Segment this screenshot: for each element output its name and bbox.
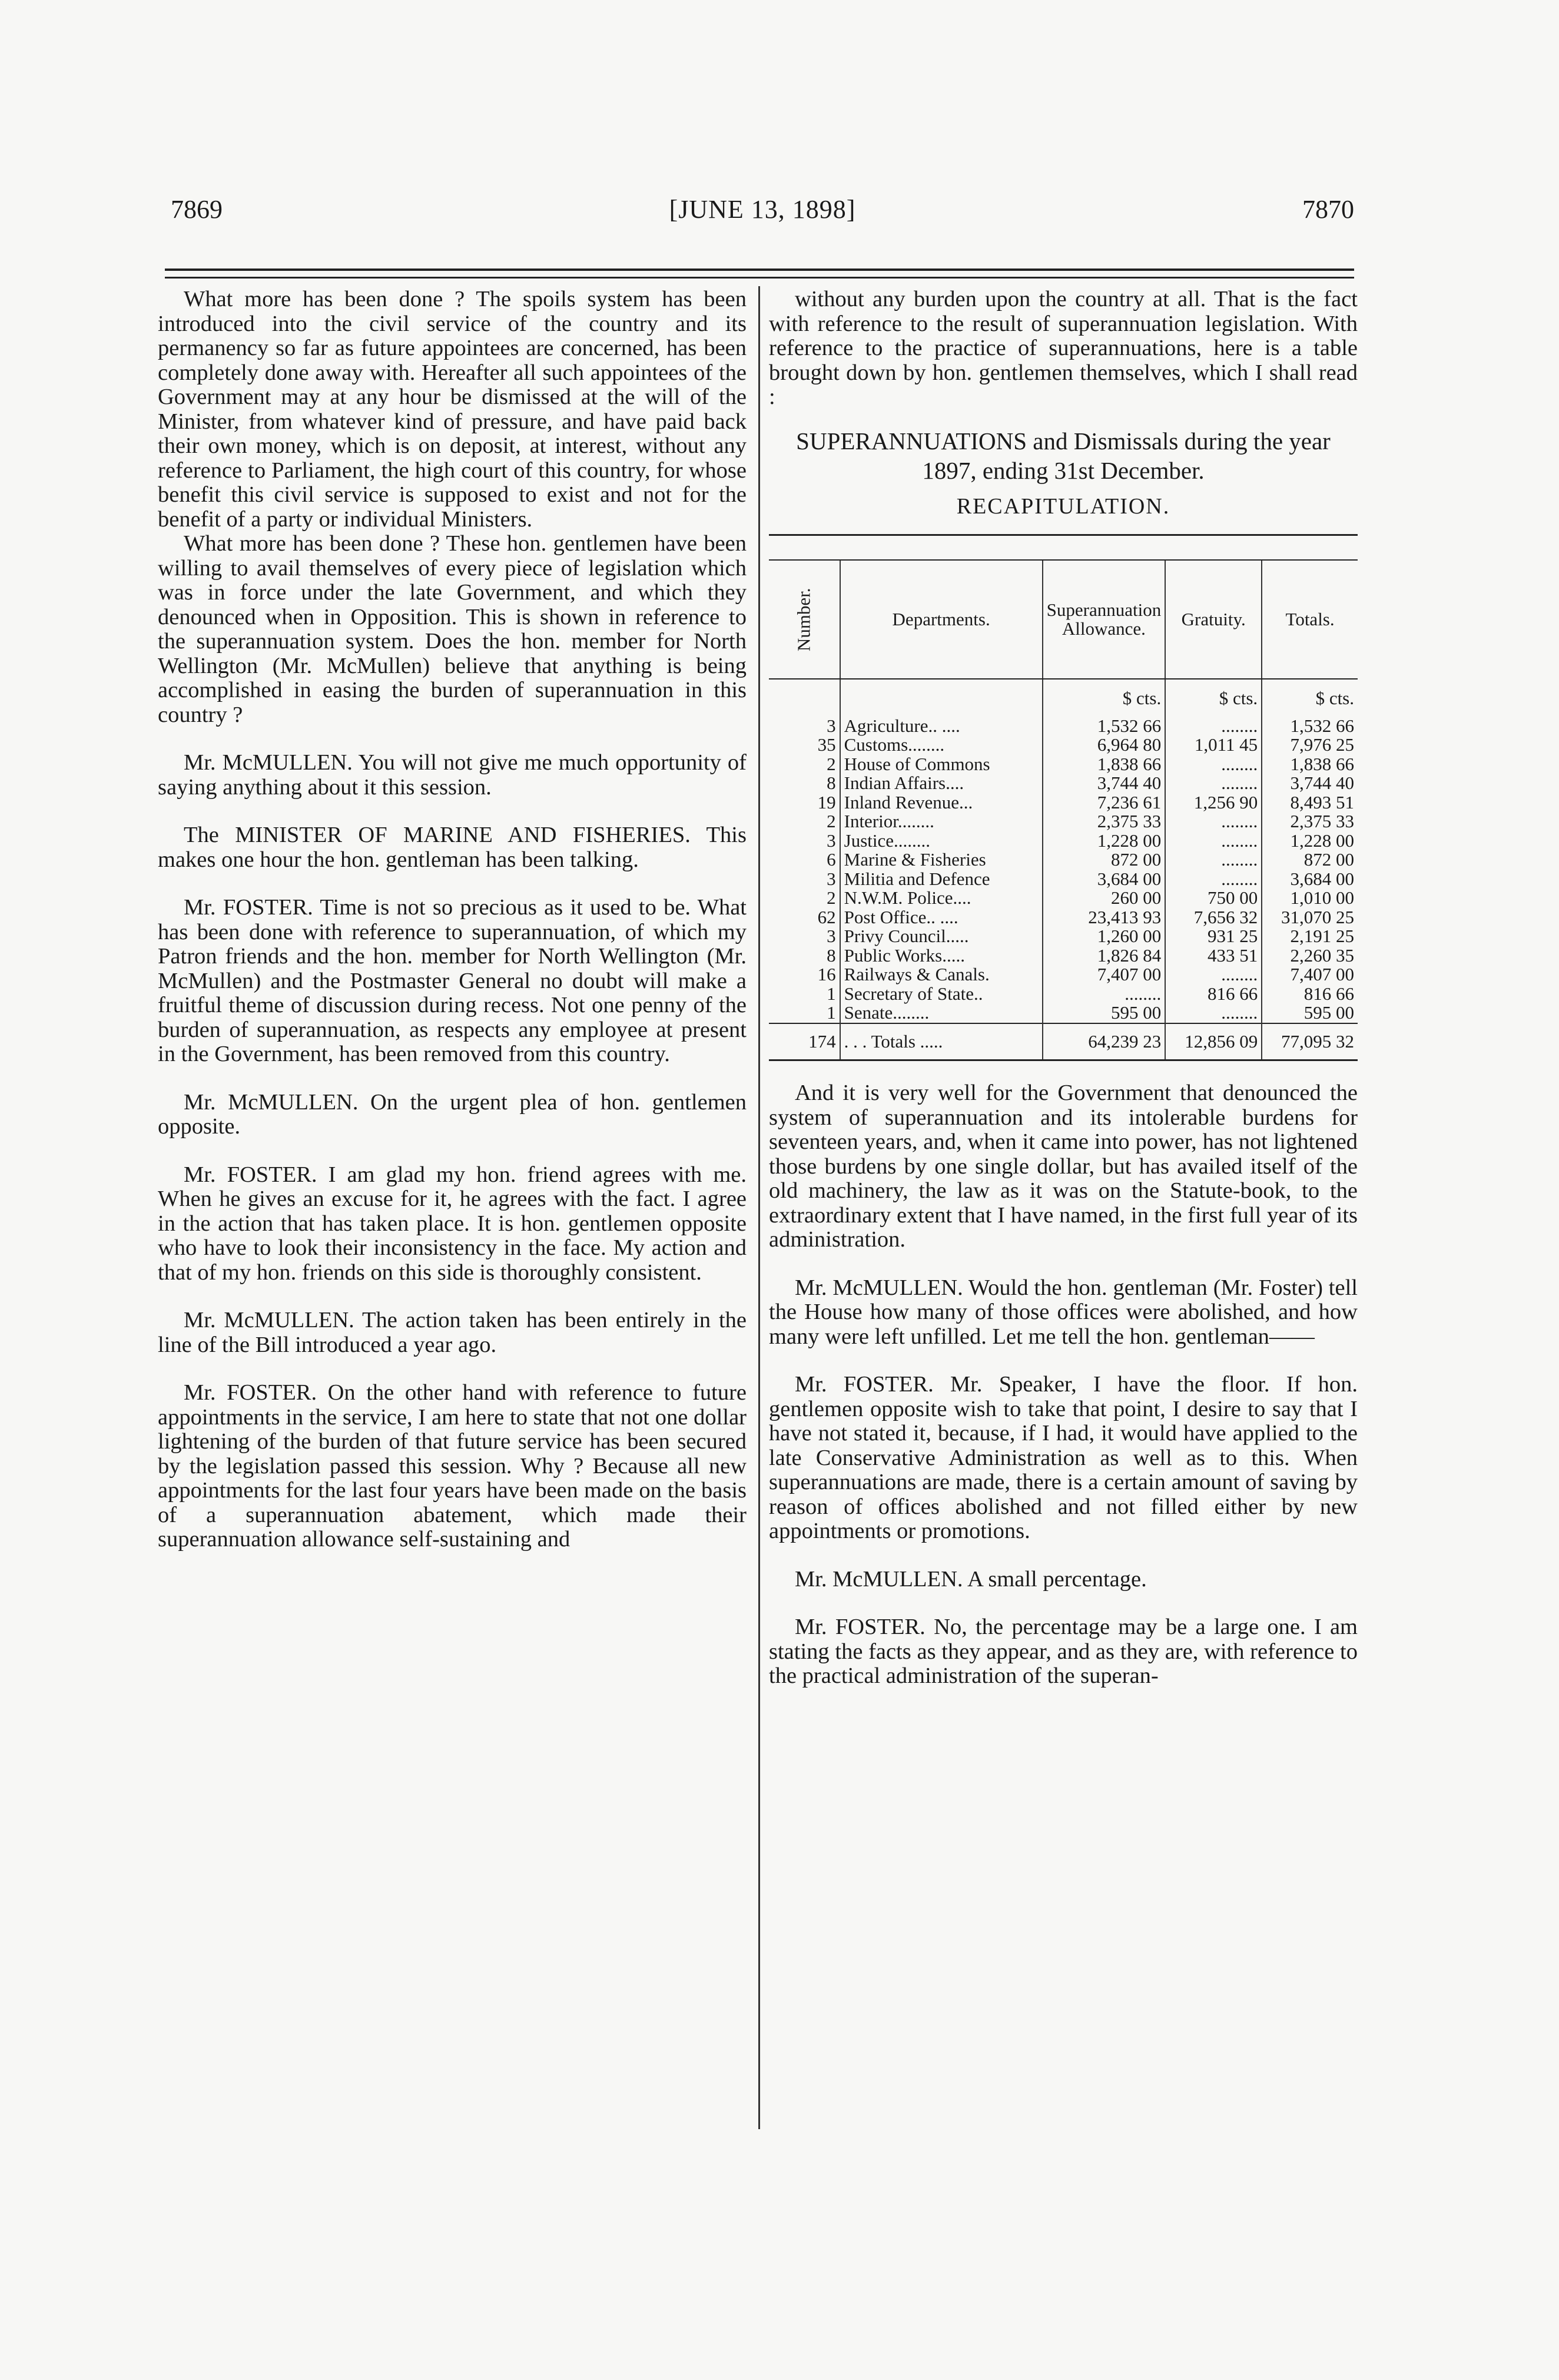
row-superannuation: 1,826 84 <box>1043 946 1166 966</box>
paragraph: The MINISTER OF MARINE AND FISHERIES. This makes one hour the hon. gentleman has been talking. <box>158 823 747 872</box>
row-superannuation: 1,260 00 <box>1043 927 1166 946</box>
left-column <box>158 287 747 1552</box>
paragraph: Mr. McMULLEN. Would the hon. gentleman (Mr. Foster) tell the House how many of those offices were abolished, and how many were left unfilled. Let me tell the hon. gentleman—— <box>769 1275 1358 1349</box>
row-department: Senate........ <box>840 1003 1043 1023</box>
row-superannuation: 3,744 40 <box>1043 774 1166 793</box>
header-gratuity: Gratuity. <box>1165 560 1262 679</box>
header-date: [JUNE 13, 1898] <box>669 195 856 224</box>
row-superannuation: 872 00 <box>1043 850 1166 870</box>
total-label: . . . Totals ..... <box>840 1023 1043 1060</box>
header-totals: Totals. <box>1262 560 1358 679</box>
row-gratuity: ........ <box>1165 812 1262 831</box>
row-gratuity: 816 66 <box>1165 985 1262 1004</box>
row-number: 6 <box>769 850 840 870</box>
row-department: Militia and Defence <box>840 870 1043 889</box>
row-total: 816 66 <box>1303 983 1354 1004</box>
row-gratuity: ........ <box>1165 774 1262 793</box>
header-rule <box>165 269 1354 271</box>
row-gratuity: ........ <box>1165 965 1262 985</box>
row-gratuity: 1,011 45 <box>1165 735 1262 755</box>
units-row <box>769 679 1358 717</box>
table-row <box>769 985 1358 1004</box>
table-row <box>769 812 1358 831</box>
paragraph: Mr. FOSTER. I am glad my hon. friend agrees with me. When he gives an excuse for it, he agrees with the fact. I agree in the action that has taken place. It is hon. gentlemen opposite who have to look their inconsistency in the face. My action and that of my hon. friends on this side is thoroughly consistent. <box>158 1162 747 1285</box>
row-department: Marine & Fisheries <box>840 850 1043 870</box>
row-department: Secretary of State.. <box>840 985 1043 1004</box>
table-row <box>769 1003 1358 1023</box>
row-total: 3,744 40 <box>1290 773 1354 793</box>
row-total: 1,532 66 <box>1290 715 1354 736</box>
row-number: 16 <box>769 965 840 985</box>
paragraph: Mr. FOSTER. Mr. Speaker, I have the floor. If hon. gentlemen opposite wish to take that point, I desire to say that I have not stated it, because, if I had, it would have applied to the late Conservative Administration as well as to this. When superannuations are made, there is a certain amount of saving by reason of offices abolished and not filled either by new appointments or promotions. <box>769 1372 1358 1543</box>
row-number: 1 <box>769 1003 840 1023</box>
row-number: 3 <box>769 717 840 736</box>
table-row <box>769 850 1358 870</box>
table-row <box>769 717 1358 736</box>
header-superannuation: Superannuation Allowance. <box>1043 560 1166 679</box>
row-superannuation: 260 00 <box>1043 889 1166 908</box>
row-gratuity: 433 51 <box>1165 946 1262 966</box>
paragraph: Mr. McMULLEN. You will not give me much opportunity of saying anything about it this session. <box>158 750 747 800</box>
row-gratuity: ........ <box>1165 850 1262 870</box>
paragraph: without any burden upon the country at all. That is the fact with reference to the result of superannuation legislation. With reference to the practice of superannuations, here is a table brought down by hon. gentlemen themselves, which I shall read : <box>769 287 1358 409</box>
row-department: Railways & Canals. <box>840 965 1043 985</box>
row-superannuation: 1,838 66 <box>1043 755 1166 774</box>
row-department: Interior........ <box>840 812 1043 831</box>
row-department: Indian Affairs.... <box>840 774 1043 793</box>
row-superannuation: 595 00 <box>1043 1003 1166 1023</box>
paragraph: Mr. FOSTER. Time is not so precious as it used to be. What has been done with reference to superannuation, of which my Patron friends and the hon. member for North Wellington (Mr. McMullen) and the Postmaster General no doubt will make a fruitful theme of discussion during recess. Not one penny of the burden of superannuation, as respects any employee at present in the Government, has been removed from this country. <box>158 895 747 1066</box>
row-gratuity: ........ <box>1165 755 1262 774</box>
row-department: Agriculture.. .... <box>840 717 1043 736</box>
row-superannuation: ........ <box>1043 985 1166 1004</box>
total-number: 174 <box>769 1023 840 1060</box>
table-row <box>769 908 1358 927</box>
row-number: 3 <box>769 927 840 946</box>
row-total: 872 00 <box>1303 849 1354 870</box>
row-gratuity: 931 25 <box>1165 927 1262 946</box>
table-row <box>769 735 1358 755</box>
row-total: 7,407 00 <box>1290 964 1354 985</box>
row-number: 62 <box>769 908 840 927</box>
row-department: Customs........ <box>840 735 1043 755</box>
row-number: 2 <box>769 889 840 908</box>
table-caption: SUPERANNUATIONS and Dismissals during the year 1897, ending 31st December. <box>796 427 1331 484</box>
row-total: 2,260 35 <box>1290 944 1354 966</box>
row-gratuity: ........ <box>1165 870 1262 889</box>
row-number: 19 <box>769 793 840 813</box>
row-gratuity: 7,656 32 <box>1165 908 1262 927</box>
row-department: House of Commons <box>840 755 1043 774</box>
header-number: Number. <box>769 560 840 679</box>
row-total: 7,976 25 <box>1290 734 1354 755</box>
unit-label: $ cts. <box>1043 679 1166 717</box>
table-row <box>769 965 1358 985</box>
header-rule-thin <box>165 277 1354 279</box>
row-superannuation: 3,684 00 <box>1043 870 1166 889</box>
row-gratuity: 1,256 90 <box>1165 793 1262 813</box>
table-row <box>769 774 1358 793</box>
row-superannuation: 1,228 00 <box>1043 831 1166 851</box>
row-superannuation: 7,407 00 <box>1043 965 1166 985</box>
row-total: 2,375 33 <box>1290 811 1354 831</box>
row-gratuity: ........ <box>1165 717 1262 736</box>
row-gratuity: ........ <box>1165 831 1262 851</box>
paragraph: What more has been done ? The spoils system has been introduced into the civil service of the country and its permanency so far as future appointees are concerned, has been completely done away with. Hereafter all such appointees of the Government may at any hour be dismissed at the will of the Minister, from whatever kind of pressure, and have paid back their own money, which is on deposit, at interest, without any reference to Parliament, the high court of this country, for whose benefit this civil service is supposed to exist and not for the benefit of a party or individual Ministers. <box>158 287 747 532</box>
page-number-right: 7870 <box>1302 195 1354 224</box>
total-superannuation: 64,239 23 <box>1043 1023 1166 1060</box>
row-total: 595 00 <box>1303 1002 1354 1023</box>
row-gratuity: ........ <box>1165 1003 1262 1023</box>
row-total: 8,493 51 <box>1290 791 1354 813</box>
header-departments: Departments. <box>840 560 1043 679</box>
page-header <box>171 194 1354 230</box>
paragraph: Mr. McMULLEN. A small percentage. <box>795 1566 1147 1592</box>
row-total: 1,228 00 <box>1290 830 1354 851</box>
row-department: Justice........ <box>840 831 1043 851</box>
paragraph: Mr. McMULLEN. The action taken has been entirely in the line of the Bill introduced a year ago. <box>158 1308 747 1357</box>
unit-label: $ cts. <box>1165 679 1262 717</box>
table-top-rule <box>769 535 1358 561</box>
paragraph: Mr. McMULLEN. On the urgent plea of hon. gentlemen opposite. <box>158 1089 747 1139</box>
row-number: 35 <box>769 735 840 755</box>
row-number: 3 <box>769 831 840 851</box>
row-number: 8 <box>769 774 840 793</box>
row-department: Public Works..... <box>840 946 1043 966</box>
table-row <box>769 755 1358 774</box>
table-header-row <box>769 560 1358 679</box>
table-row <box>769 927 1358 946</box>
table-subtitle: RECAPITULATION. <box>956 493 1170 519</box>
row-department: Post Office.. .... <box>840 908 1043 927</box>
row-number: 2 <box>769 755 840 774</box>
total-totals: 77,095 32 <box>1262 1023 1358 1060</box>
paragraph: And it is very well for the Government that denounced the system of superannuation and its intolerable burdens for seventeen years, and, when it came into power, has not lightened those burdens by one single dollar, but has availed itself of the old machinery, the law as it was on the Statute-book, to the extraordinary extent that I have named, in the first full year of its administration. <box>769 1080 1358 1252</box>
right-column <box>769 287 1358 1689</box>
row-gratuity: 750 00 <box>1165 889 1262 908</box>
row-number: 8 <box>769 946 840 966</box>
table-row <box>769 870 1358 889</box>
row-total: 3,684 00 <box>1290 868 1354 889</box>
row-number: 1 <box>769 985 840 1004</box>
table-total-row <box>769 1023 1358 1060</box>
table-row <box>769 831 1358 851</box>
table-row <box>769 946 1358 966</box>
row-superannuation: 7,236 61 <box>1043 793 1166 813</box>
row-superannuation: 1,532 66 <box>1043 717 1166 736</box>
table-row <box>769 889 1358 908</box>
superannuation-table <box>769 534 1358 1061</box>
row-superannuation: 23,413 93 <box>1043 908 1166 927</box>
row-total: 1,010 00 <box>1290 887 1354 908</box>
row-number: 3 <box>769 870 840 889</box>
table-row <box>769 793 1358 813</box>
row-department: Privy Council..... <box>840 927 1043 946</box>
row-department: Inland Revenue... <box>840 793 1043 813</box>
paragraph: Mr. FOSTER. No, the percentage may be a large one. I am stating the facts as they appear, and as they are, with reference to the practical administration of the superan- <box>769 1615 1358 1688</box>
row-superannuation: 6,964 80 <box>1043 735 1166 755</box>
row-total: 2,191 25 <box>1290 926 1354 946</box>
total-gratuity: 12,856 09 <box>1165 1023 1262 1060</box>
row-total: 1,838 66 <box>1290 753 1354 774</box>
row-number: 2 <box>769 812 840 831</box>
row-department: N.W.M. Police.... <box>840 889 1043 908</box>
row-superannuation: 2,375 33 <box>1043 812 1166 831</box>
paragraph: Mr. FOSTER. On the other hand with reference to future appointments in the service, I am here to state that not one dollar lightening of the burden of that future service has been secured by the legislation passed this session. Why ? Because all new appointments for the last four years have been made on the basis of a superannuation abatement, which made their superannuation allowance self-sustaining and <box>158 1380 747 1552</box>
row-total: 31,070 25 <box>1281 906 1354 927</box>
unit-label: $ cts. <box>1315 688 1354 708</box>
page-number-left: 7869 <box>171 195 223 224</box>
column-divider <box>758 286 760 2129</box>
paragraph: What more has been done ? These hon. gentlemen have been willing to avail themselves of every piece of legislation which was in force under the late Government, and which they denounced when in Opposition. This is shown in reference to the superannuation system. Does the hon. member for North Wellington (Mr. McMullen) believe that anything is being accomplished in easing the burden of superannuation in this country ? <box>158 531 747 727</box>
